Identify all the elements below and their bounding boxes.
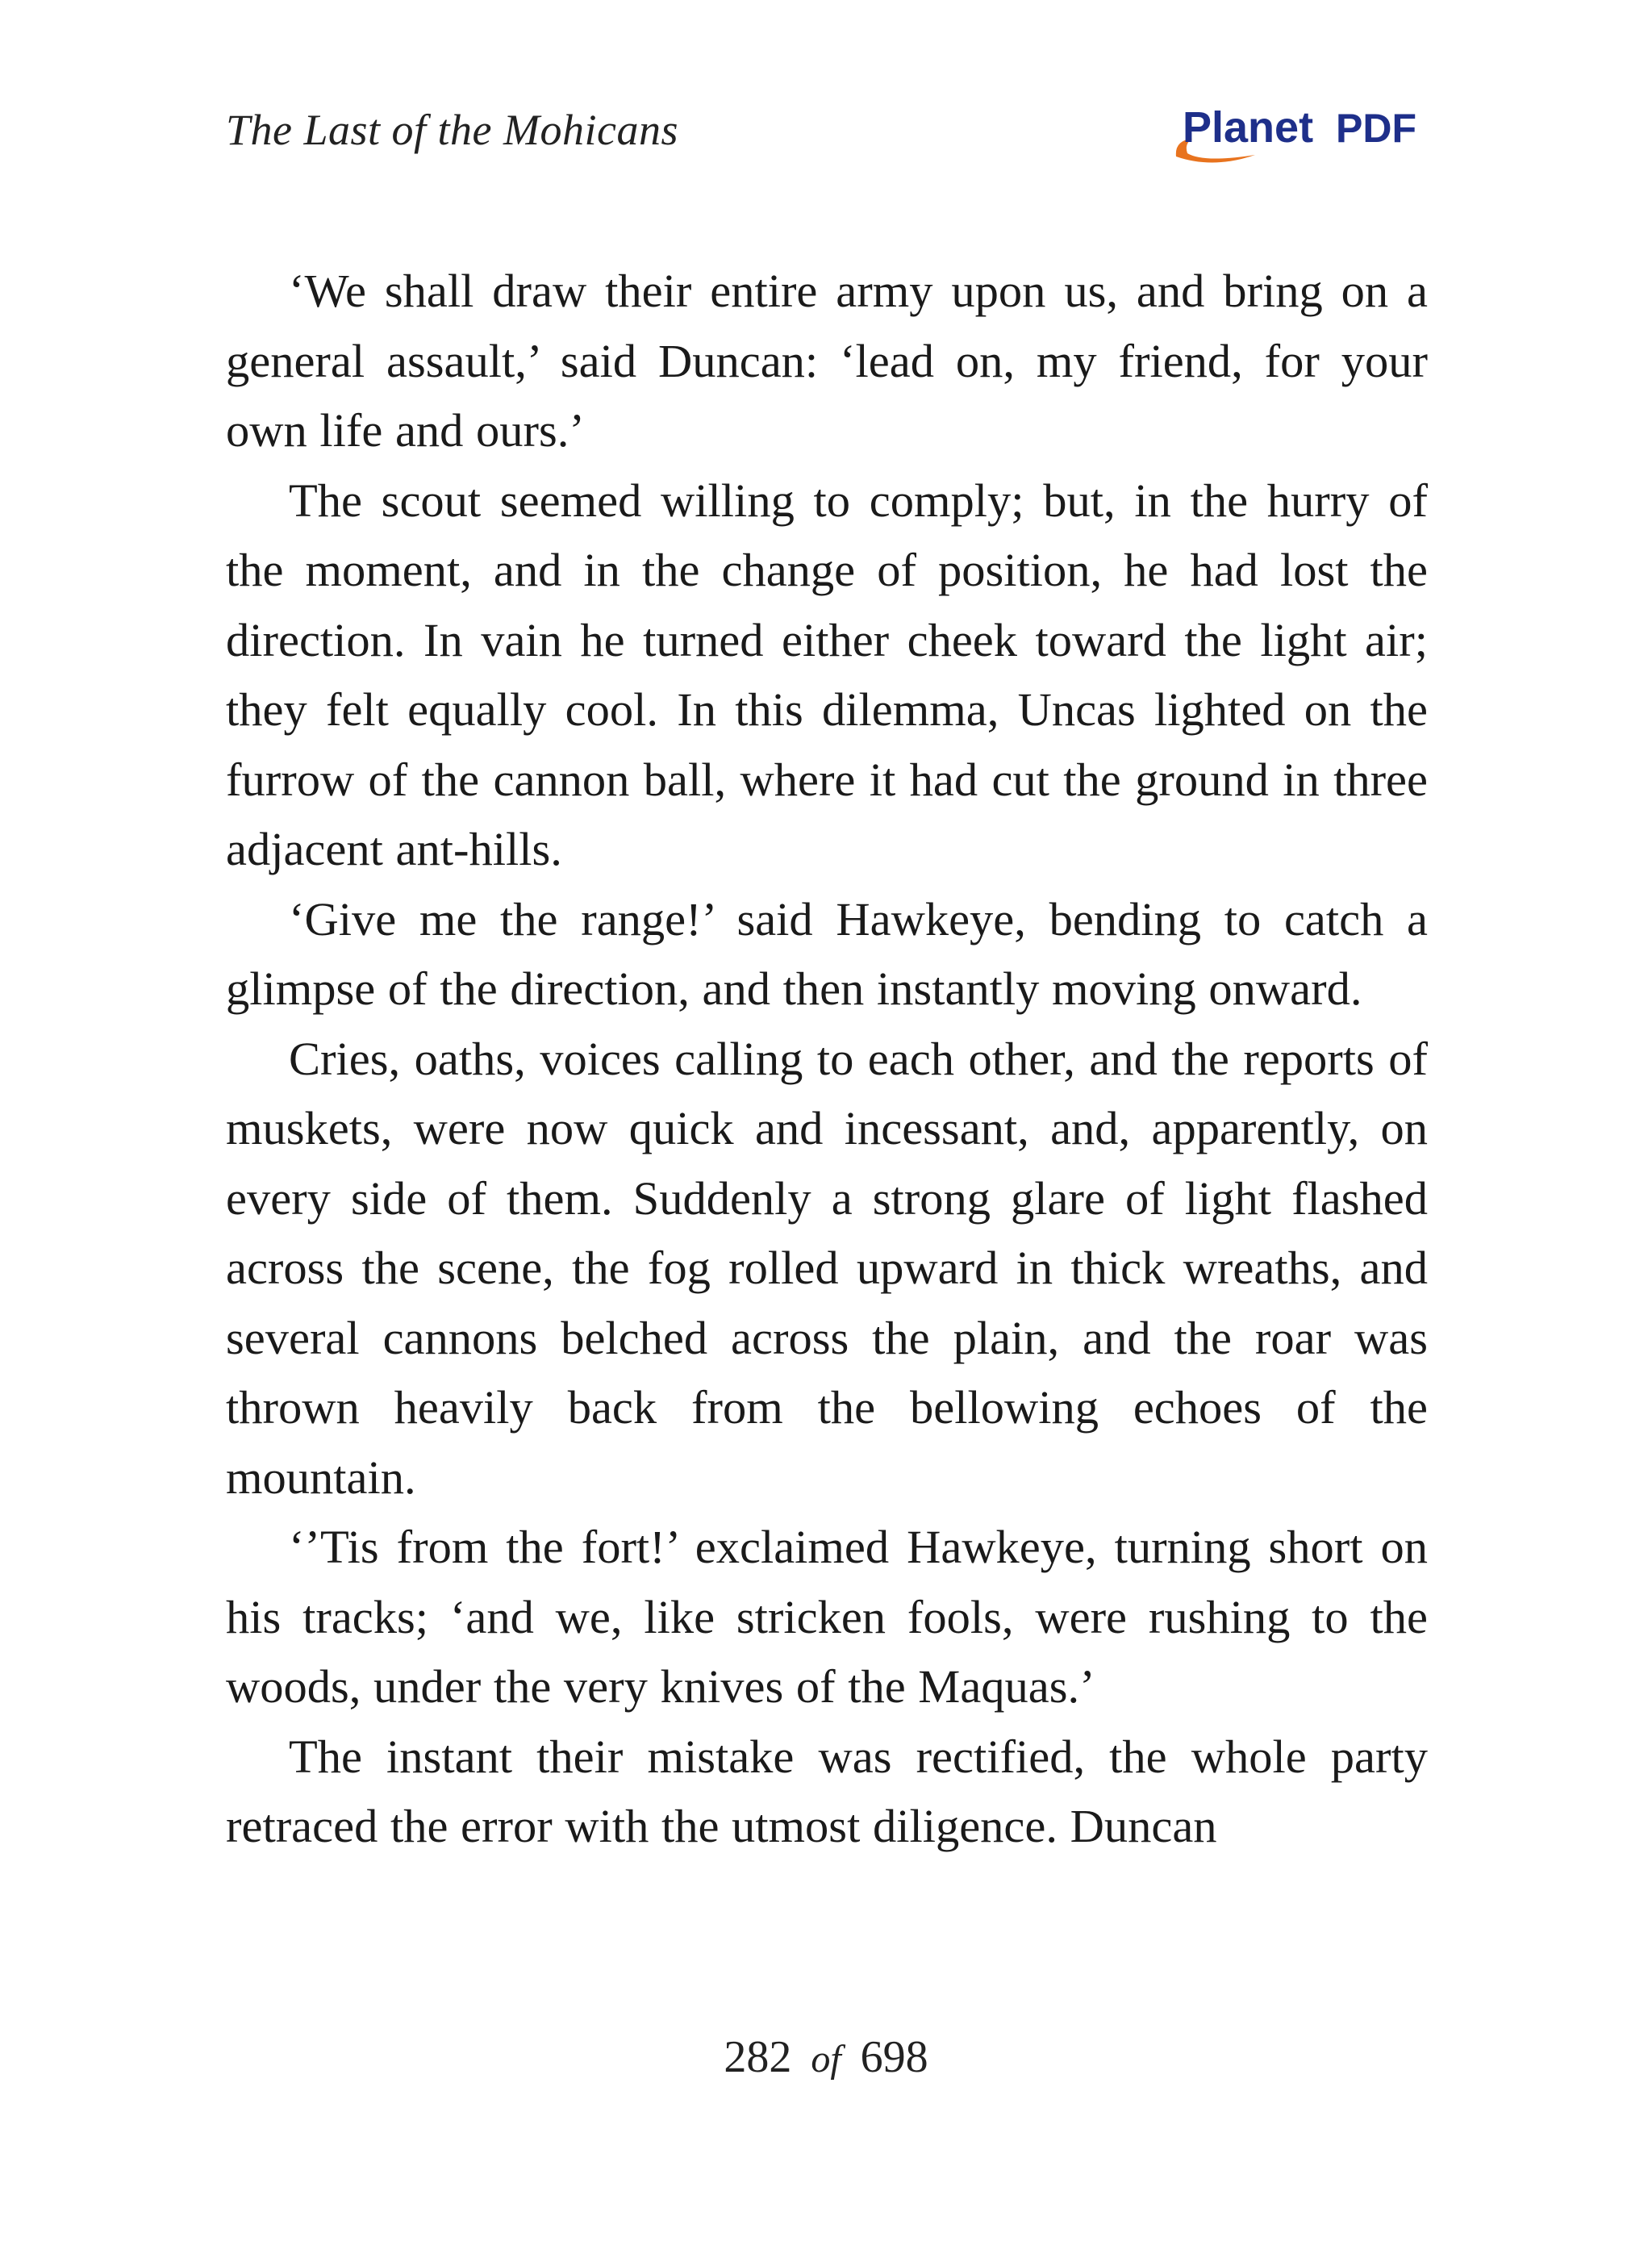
paragraph: ‘Give me the range!’ said Hawkeye, bending to catch a glimpse of the direction, and then instantly moving onward. (226, 892, 1428, 1015)
paragraph: ‘’Tis from the fort!’ exclaimed Hawkeye, turning short on his tracks; ‘and we, like stricken fools, were rushing to the woods, under the very knives of the Maquas.’ (226, 1521, 1428, 1713)
planet-pdf-logo[interactable] (1171, 103, 1429, 168)
paragraph: Cries, oaths, voices calling to each other, and the reports of muskets, were now quick and incessant, and, apparently, on every side of them. Suddenly a strong glare of light flashed across the scene, the fog rolled upward in thick wreaths, and several cannons belched across the plain, and the roar was thrown heavily back from the bellowing echoes of the mountain. (226, 1032, 1428, 1504)
body-text (226, 257, 1428, 1862)
logo-text-pdf: PDF (1336, 106, 1416, 151)
paragraph: The scout seemed willing to comply; but, in the hurry of the moment, and in the change of position, he had lost the direction. In vain he turned either cheek toward the light air; they felt equally cool. In this dilemma, Uncas lighted on the furrow of the cannon ball, where it had cut the ground in three adjacent ant-hills. (226, 474, 1428, 875)
running-title: The Last of the Mohicans (226, 106, 678, 154)
paragraph: The instant their mistake was rectified, the whole party retraced the error with the utmost diligence. Duncan (226, 1730, 1428, 1852)
page-total: 698 (860, 2032, 928, 2082)
page-number (0, 2031, 1652, 2083)
page-current: 282 (724, 2032, 792, 2082)
logo-text-planet: Planet (1183, 103, 1314, 152)
paragraph: ‘We shall draw their entire army upon us, and bring on a general assault,’ said Duncan: ‘lead on, my friend, for your own life and ours.’ (226, 265, 1428, 457)
planet-pdf-logo-graphic (1171, 103, 1429, 168)
page-of: of (811, 2038, 841, 2081)
